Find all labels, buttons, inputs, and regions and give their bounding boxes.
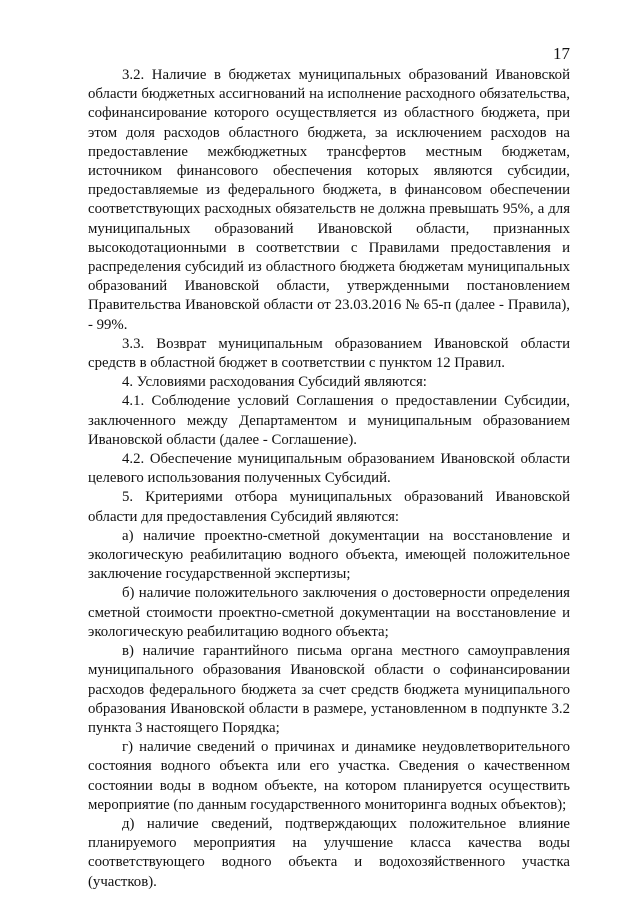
paragraph-5-g: г) наличие сведений о причинах и динамике неудовлетворительного состояния водного объекта или его участка. Сведения о качественном состоянии воды в водном объекте, на котором планируется осуществить мероприятие (по данным государственного мониторинга водных объектов); (88, 739, 570, 813)
paragraph-5: 5. Критериями отбора муниципальных образований Ивановской области для предоставления Субсидий являются: (88, 489, 570, 525)
paragraph-4: 4. Условиями расходования Субсидий являются: (122, 374, 427, 391)
paragraph-5-b: б) наличие положительного заключения о достоверности определения сметной стоимости проектно-сметной документации на восстановление и экологическую реабилитацию водного объекта; (88, 585, 570, 640)
paragraph-3-2: 3.2. Наличие в бюджетах муниципальных образований Ивановской области бюджетных ассигнований на исполнение расходного обязательства, софинансирование которого осуществляется из областного бюджета, при этом доля расходов областного бюджета, за исключением расходов на предоставление межбюджетных трансфертов местным бюджетам, источником финансового обеспечения которых являются субсидии, предоставляемые из федерального бюджета, в финансовом обеспечении соответствующих расходных обязательств не должна превышать 95%, а для муниципальных образований Ивановской области, признанных высокодотационными в соответствии с Правилами предоставления и распределения субсидий из областного бюджета бюджетам муниципальных образований Ивановской области, утвержденными постановлением Правительства Ивановской области от 23.03.2016 № 65-п (далее - Правила), - 99%. (88, 67, 570, 333)
paragraph-4-1: 4.1. Соблюдение условий Соглашения о предоставлении Субсидии, заключенного между Департаментом и муниципальным образованием Ивановской области (далее - Соглашение). (88, 393, 570, 448)
paragraph-5-v: в) наличие гарантийного письма органа местного самоуправления муниципального образования Ивановской области о софинансировании расходов федерального бюджета за счет средств бюджета муниципального образования Ивановской области в размере, установленном в подпункте 3.2 пункта 3 настоящего Порядка; (88, 643, 570, 736)
paragraph-3-3: 3.3. Возврат муниципальным образованием Ивановской области средств в областной бюджет в соответствии с пунктом 12 Правил. (88, 335, 570, 372)
paragraph-5-d: д) наличие сведений, подтверждающих положительное влияние планируемого мероприятия на улучшение класса качества воды соответствующего водного объекта и водохозяйственного участка (участков). (88, 815, 570, 890)
paragraph-4-2: 4.2. Обеспечение муниципальным образованием Ивановской области целевого использования полученных Субсидий. (88, 451, 570, 487)
paragraph-5-a: а) наличие проектно-сметной документации на восстановление и экологическую реабилитацию водного объекта, имеющей положительное заключение государственной экспертизы; (88, 527, 570, 583)
page-number: 17 (553, 44, 570, 63)
document-body (88, 66, 570, 892)
